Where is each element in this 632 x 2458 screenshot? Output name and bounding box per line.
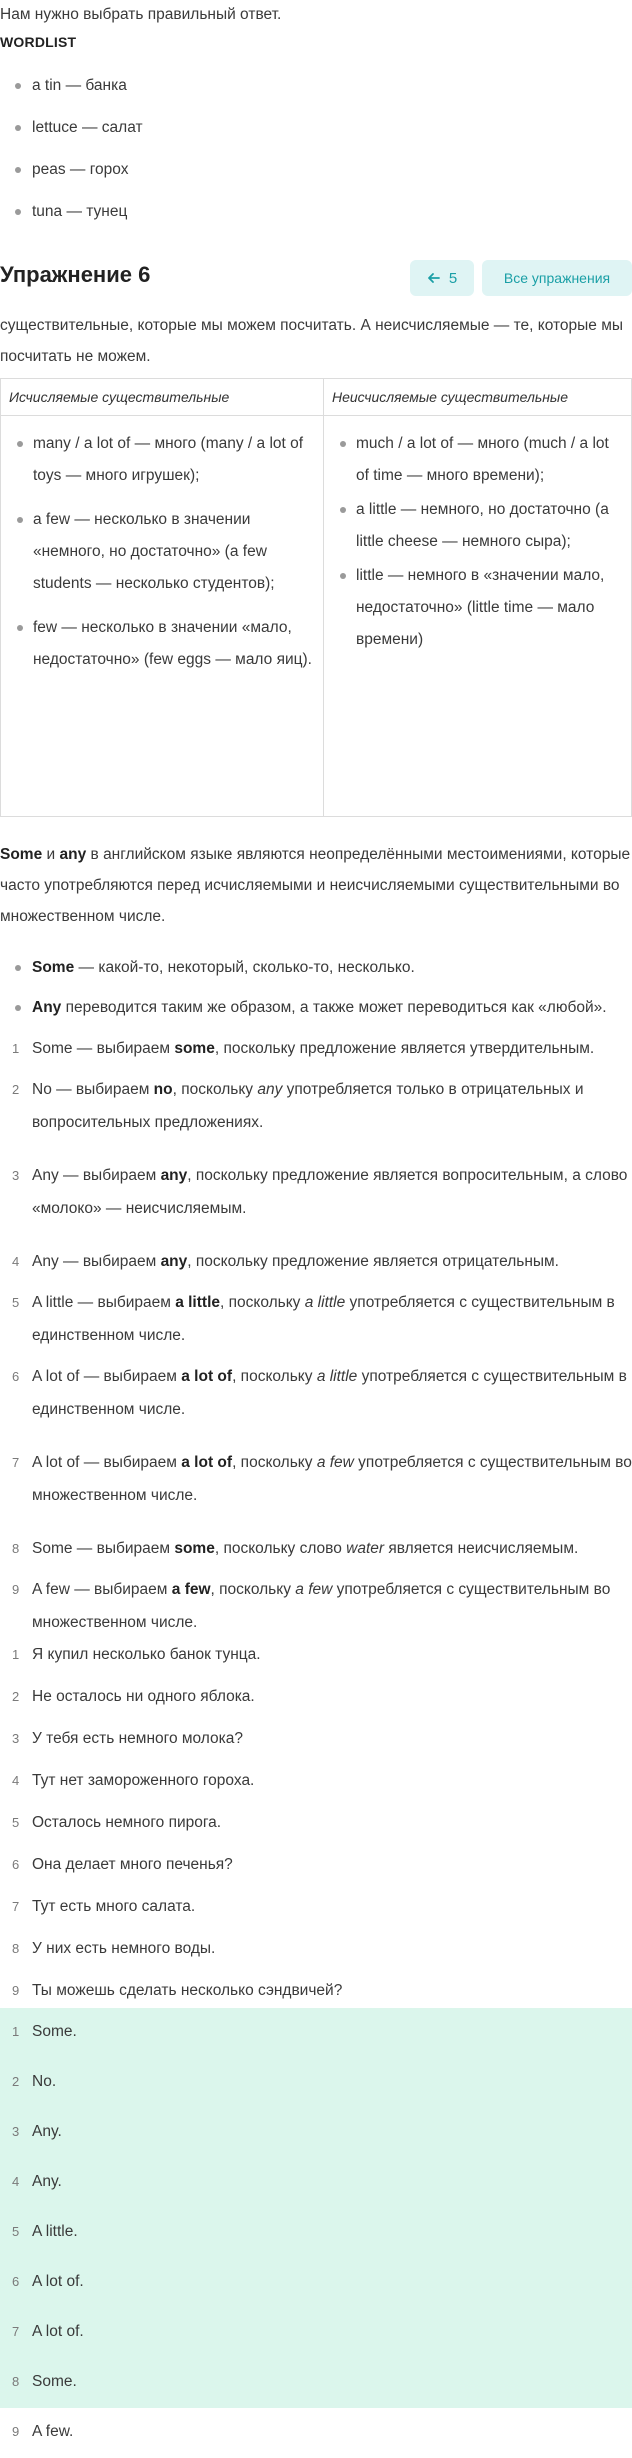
answer-key-item xyxy=(0,2008,632,2058)
exercise-header xyxy=(0,254,632,298)
answer-key-text: A lot of. xyxy=(32,2273,84,2290)
exercise-title: Упражнение 6 xyxy=(0,262,151,287)
answer-key-item xyxy=(0,2258,632,2308)
explanation-item: 2 No — выбираем no, поскольку any употребляется только в отрицательных и вопросительных предложениях. xyxy=(0,1073,632,1139)
definition-term: Any xyxy=(32,999,62,1016)
uncountable-item: a little — немного, но достаточно (a little cheese — немного сыра); xyxy=(324,494,631,558)
item-number: 1 xyxy=(12,1041,20,1056)
item-number: 4 xyxy=(12,2174,20,2189)
definition-text: переводится таким же образом, а также может переводиться как «любой». xyxy=(61,999,607,1016)
wordlist xyxy=(0,76,632,244)
definition-term: Some xyxy=(32,959,75,976)
item-number: 5 xyxy=(12,1815,20,1830)
answer-key-text: Some. xyxy=(32,2023,77,2040)
explanation-item: 8 Some — выбираем some, поскольку слово water является неисчисляемым. xyxy=(0,1532,632,1565)
wordlist-title: WORDLIST xyxy=(0,34,77,50)
previous-exercise-button[interactable] xyxy=(410,260,474,296)
all-exercises-button[interactable]: Все упражнения xyxy=(482,260,632,296)
definition-text: — какой-то, некоторый, сколько-то, несколько. xyxy=(74,959,415,976)
item-number: 8 xyxy=(12,2374,20,2389)
definition-any xyxy=(0,988,632,1028)
item-number: 9 xyxy=(12,2424,20,2439)
item-number: 9 xyxy=(12,1582,20,1597)
answer-key xyxy=(0,2008,632,2440)
countable-item: few — несколько в значении «мало, недостаточно» (few eggs — мало яиц). xyxy=(1,612,323,676)
some-any-text: и xyxy=(42,846,60,863)
answer-key-text: A lot of. xyxy=(32,2323,84,2340)
item-number: 2 xyxy=(12,1082,20,1097)
item-number: 5 xyxy=(12,2224,20,2239)
explanation-item: 5 A little — выбираем a little, поскольку a little употребляется с существительным в единственном числе. xyxy=(0,1286,632,1352)
item-number: 2 xyxy=(12,1689,20,1704)
item-number: 7 xyxy=(12,1899,20,1914)
translation-item xyxy=(0,1639,632,1681)
item-number: 8 xyxy=(12,1541,20,1556)
some-word: Some xyxy=(0,846,43,863)
answer-key-item xyxy=(0,2308,632,2358)
translation-text: Ты можешь сделать несколько сэндвичей? xyxy=(32,1982,343,1999)
answer-key-text: Any. xyxy=(32,2123,62,2140)
item-number: 2 xyxy=(12,2074,20,2089)
translation-item xyxy=(0,1765,632,1807)
wordlist-item: peas — горох xyxy=(0,160,632,202)
explanation-item: 4 Any — выбираем any, поскольку предложение является отрицательным. xyxy=(0,1245,632,1278)
some-any-paragraph xyxy=(0,839,632,932)
wordlist-item: a tin — банка xyxy=(0,76,632,118)
task-text: существительные, которые мы можем посчитать. А неисчисляемые — те, которые мы посчитать не можем. xyxy=(0,317,624,365)
definition-some xyxy=(0,948,632,988)
translation-text: У тебя есть немного молока? xyxy=(32,1730,244,1747)
translation-item xyxy=(0,1891,632,1933)
item-number: 3 xyxy=(12,1168,20,1183)
any-word: any xyxy=(59,846,87,863)
translation-item xyxy=(0,1681,632,1723)
explanation-item: 3 Any — выбираем any, поскольку предложение является вопросительным, а слово «молоко» — неисчисляемым. xyxy=(0,1159,632,1225)
item-number: 1 xyxy=(12,1647,20,1662)
countable-item: a few — несколько в значении «немного, но достаточно» (a few students — несколько студентов); xyxy=(1,504,323,600)
translation-item xyxy=(0,1849,632,1891)
translation-item xyxy=(0,1723,632,1765)
answer-key-item xyxy=(0,2108,632,2158)
item-number: 3 xyxy=(12,2124,20,2139)
item-number: 7 xyxy=(12,1455,20,1470)
answer-key-text: No. xyxy=(32,2073,57,2090)
item-number: 4 xyxy=(12,1254,20,1269)
explanation-item: 1 Some — выбираем some, поскольку предложение является утвердительным. xyxy=(0,1032,632,1065)
item-number: 6 xyxy=(12,2274,20,2289)
answer-key-item xyxy=(0,2408,632,2458)
item-number: 5 xyxy=(12,1295,20,1310)
some-any-text: в английском языке являются неопределёнными местоимениями, которые часто употребляются перед исчисляемыми и неисчисляемыми существительными во множественном числе. xyxy=(0,846,631,925)
explanation-item: 7 A lot of — выбираем a lot of, поскольку a few употребляется с существительным во множественном числе. xyxy=(0,1446,632,1512)
answer-key-text: A few. xyxy=(32,2423,74,2440)
explanation-item: 9 A few — выбираем a few, поскольку a few употребляется с существительным во множественном числе. xyxy=(0,1573,632,1639)
answer-key-item xyxy=(0,2058,632,2108)
translation-text: Я купил несколько банок тунца. xyxy=(32,1646,261,1663)
translation-text: У них есть немного воды. xyxy=(32,1940,216,1957)
answer-key-text: Some. xyxy=(32,2373,77,2390)
arrow-left-icon xyxy=(427,271,441,285)
answer-key-item xyxy=(0,2358,632,2408)
item-number: 6 xyxy=(12,1369,20,1384)
answer-key-item xyxy=(0,2208,632,2258)
translation-text: Она делает много печенья? xyxy=(32,1856,233,1873)
translation-item xyxy=(0,1933,632,1975)
translation-text: Тут нет замороженного гороха. xyxy=(32,1772,255,1789)
definitions xyxy=(0,948,632,1028)
translation-item xyxy=(0,1807,632,1849)
translation-text: Не осталось ни одного яблока. xyxy=(32,1688,255,1705)
countable-cell xyxy=(1,416,324,817)
explanation-item: 6 A lot of — выбираем a lot of, поскольку a little употребляется с существительным в единственном числе. xyxy=(0,1360,632,1426)
item-number: 4 xyxy=(12,1773,20,1788)
answer-key-item xyxy=(0,2158,632,2208)
item-number: 9 xyxy=(12,1983,20,1998)
item-number: 6 xyxy=(12,1857,20,1872)
answer-key-text: Any. xyxy=(32,2173,62,2190)
explanations-list xyxy=(0,1032,632,1639)
countable-item: many / a lot of — много (many / a lot of toys — много игрушек); xyxy=(1,428,323,492)
uncountable-item: much / a lot of — много (much / a lot of time — много времени); xyxy=(324,428,631,492)
previous-exercise-label: 5 xyxy=(448,269,458,287)
uncountable-cell xyxy=(324,416,632,817)
uncountable-item: little — немного в «значении мало, недостаточно» (little time — мало времени) xyxy=(324,560,631,656)
answer-key-text: A little. xyxy=(32,2223,78,2240)
intro-text: Нам нужно выбрать правильный ответ. xyxy=(0,6,282,23)
translation-text: Тут есть много салата. xyxy=(32,1898,196,1915)
wordlist-item: lettuce — салат xyxy=(0,118,632,160)
item-number: 1 xyxy=(12,2024,20,2039)
item-number: 7 xyxy=(12,2324,20,2339)
item-number: 3 xyxy=(12,1731,20,1746)
translations-list xyxy=(0,1639,632,2017)
countable-header: Исчисляемые существительные xyxy=(1,379,324,416)
nouns-table xyxy=(0,378,632,817)
uncountable-header: Неисчисляемые существительные xyxy=(324,379,632,416)
translation-text: Осталось немного пирога. xyxy=(32,1814,222,1831)
item-number: 8 xyxy=(12,1941,20,1956)
wordlist-item: tuna — тунец xyxy=(0,202,632,244)
